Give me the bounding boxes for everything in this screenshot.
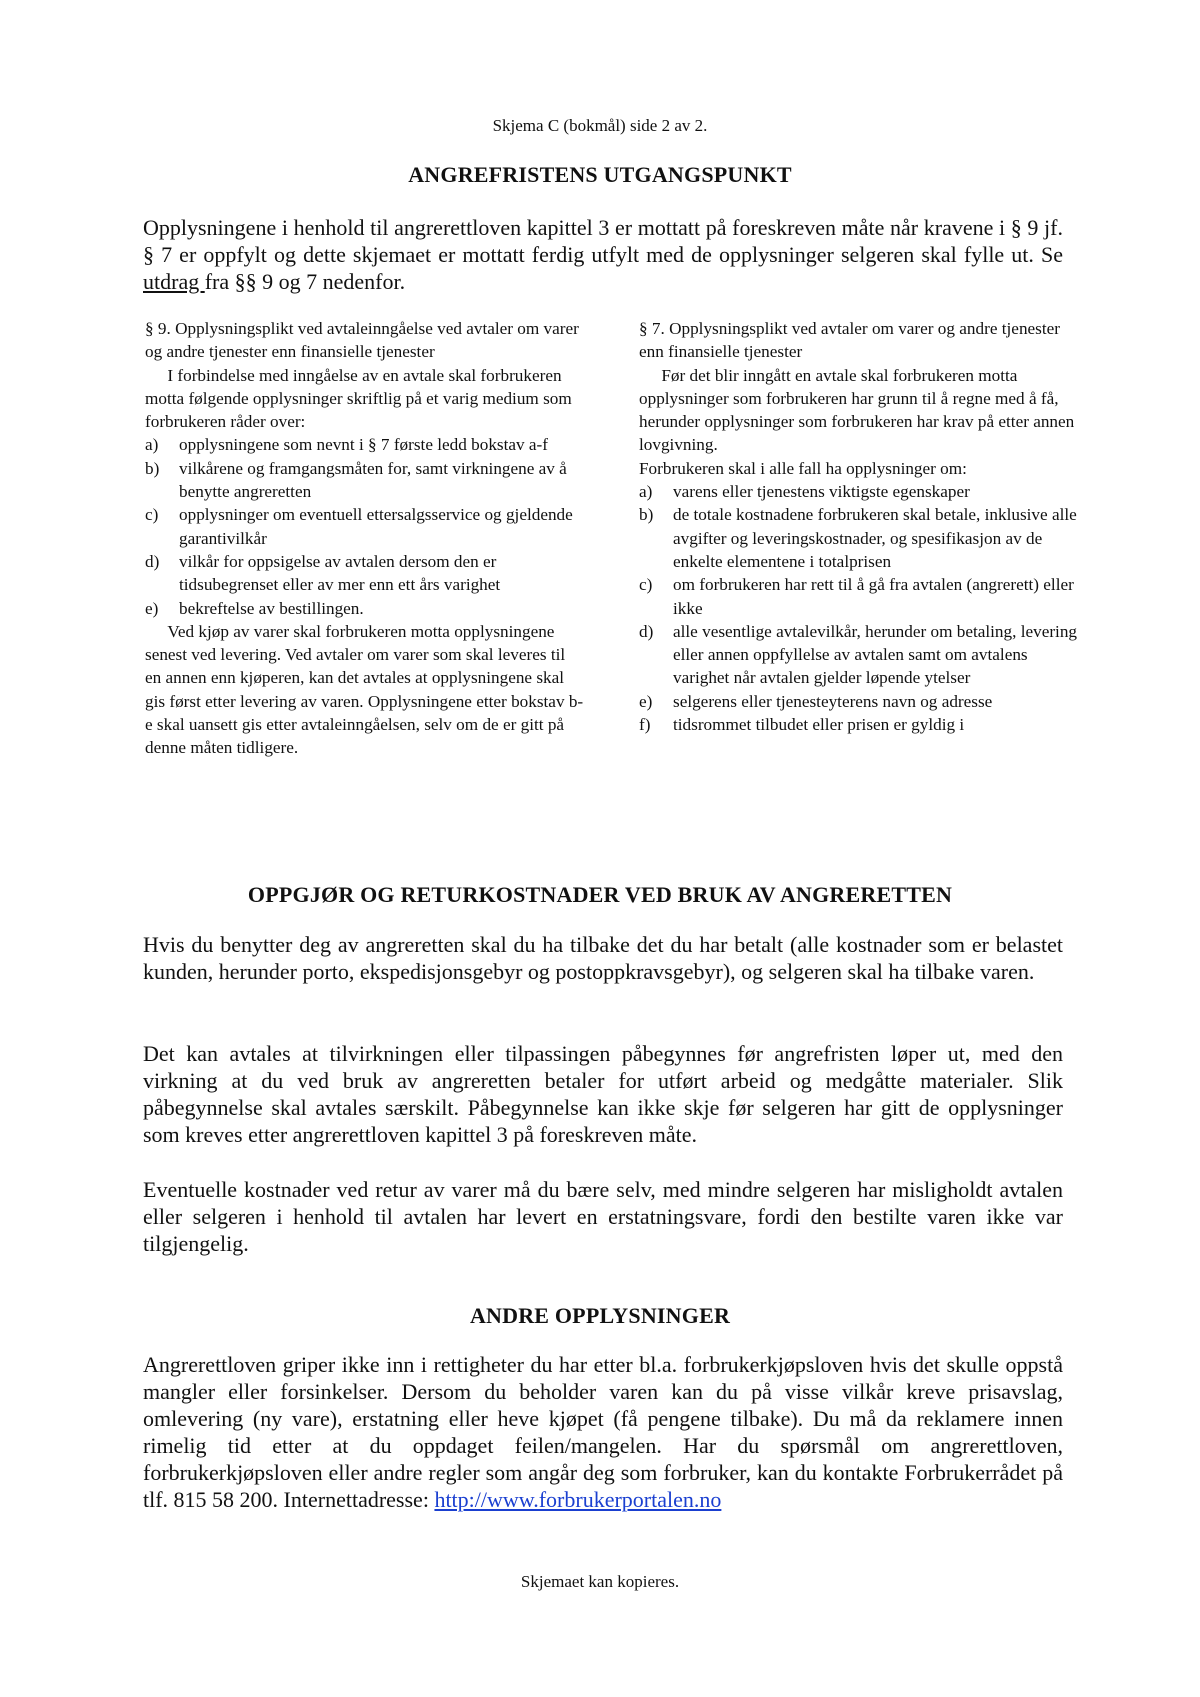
paragraph-7-intro: Før det blir inngått en avtale skal forbrukeren motta opplysninger som forbrukeren har grunn til å regne med å få, herunder opplysninger som forbrukeren har krav på etter annen lovgivning. xyxy=(639,365,1075,455)
section-heading-andre: ANDRE OPPLYSNINGER xyxy=(469,1303,731,1328)
list-item-text: selgerens eller tjenesteyterens navn og adresse xyxy=(673,691,993,711)
paragraph-9-title: § 9. Opplysningsplikt ved avtaleinngåelse ved avtaler om varer og andre tjenester enn finansielle tjenester xyxy=(145,319,579,362)
list-item-label: c) xyxy=(639,575,653,595)
list-item-text: opplysninger om eventuell ettersalgsservice og gjeldende garantivilkår xyxy=(179,505,573,548)
intro-paragraph xyxy=(143,214,1063,295)
paragraph-9-column xyxy=(145,317,585,760)
list-item-label: b) xyxy=(145,458,160,478)
section-heading-angrefrist: ANGREFRISTENS UTGANGSPUNKT xyxy=(408,162,792,187)
list-item-text: vilkårene og framgangsmåten for, samt virkningene av å benytte angreretten xyxy=(179,458,567,502)
list-item xyxy=(639,480,1079,503)
list-item xyxy=(639,573,1079,620)
list-item-label: a) xyxy=(145,435,159,455)
list-item-label: b) xyxy=(639,505,654,525)
list-item xyxy=(145,457,585,504)
list-item-label: c) xyxy=(145,505,159,525)
list-item xyxy=(145,597,585,620)
paragraph-9-intro: I forbindelse med inngåelse av en avtale skal forbrukeren motta følgende opplysninger skriftlig på et varig medium som forbrukeren råder over: xyxy=(145,365,572,432)
list-item xyxy=(145,550,585,597)
intro-text-end: fra §§ 9 og 7 nedenfor. xyxy=(204,269,406,294)
list-item xyxy=(639,620,1079,690)
list-item xyxy=(145,433,585,456)
oppgjor-paragraph-1: Hvis du benytter deg av angreretten skal du ha tilbake det du har betalt (alle kostnader som er belastet kunden, herunder porto, ekspedisjonsgebyr og postoppkravsgebyr), og selgeren skal ha tilbake varen. xyxy=(143,932,1063,984)
list-item xyxy=(639,503,1079,573)
page-footer: Skjemaet kan kopieres. xyxy=(520,1572,680,1591)
list-item-text: de totale kostnadene forbrukeren skal betale, inklusive alle avgifter og leveringskostnader, og spesifikasjon av de enkelte elementene i totalprisen xyxy=(673,505,1077,571)
list-item-text: vilkår for oppsigelse av avtalen dersom den er tidsubegrenset eller av mer enn ett års varighet xyxy=(179,551,501,595)
list-item xyxy=(639,713,1079,736)
list-item-label: d) xyxy=(639,621,654,641)
list-item-label: d) xyxy=(145,551,160,571)
page-header: Skjema C (bokmål) side 2 av 2. xyxy=(492,116,708,135)
list-item-text: bekreftelse av bestillingen. xyxy=(179,598,364,618)
intro-underlined-text: utdrag xyxy=(143,269,205,294)
paragraph-9-closing: Ved kjøp av varer skal forbrukeren motta opplysningene senest ved levering. Ved avtaler om varer som skal leveres til en annen enn kjøperen, kan det avtales at opplysningene skal gis først etter levering av varen. Opplysningene etter bokstav b-e skal uansett gis etter avtaleinngåelsen, selv om de er gitt på denne måten tidligere. xyxy=(145,621,584,758)
oppgjor-paragraph-3: Eventuelle kostnader ved retur av varer må du bære selv, med mindre selgeren har misligholdt avtalen eller selgeren i henhold til avtalen har levert en erstatningsvare, fordi den bestilte varen ikke var tilgjengelig. xyxy=(143,1177,1063,1256)
list-item-label: e) xyxy=(145,598,159,618)
list-item xyxy=(145,503,585,550)
intro-text: Opplysningene i henhold til angrerettloven kapittel 3 er mottatt på foreskreven måte når kravene i § 9 jf. § 7 er oppfylt og dette skjemaet er mottatt ferdig utfylt med de opplysninger selgeren skal fylle ut. Se xyxy=(143,215,1063,267)
list-item-label: e) xyxy=(639,691,653,711)
section-heading-oppgjor: OPPGJØR OG RETURKOSTNADER VED BRUK AV ANGRERETTEN xyxy=(247,882,953,907)
forbrukerportalen-link[interactable]: http://www.forbrukerportalen.no xyxy=(434,1487,722,1512)
list-item-text: opplysningene som nevnt i § 7 første ledd bokstav a-f xyxy=(179,435,548,455)
list-item-text: alle vesentlige avtalevilkår, herunder om betaling, levering eller annen oppfyllelse av avtalen samt om avtalens varighet når avtalen gjelder løpende ytelser xyxy=(673,621,1078,688)
oppgjor-paragraph-2: Det kan avtales at tilvirkningen eller tilpassingen påbegynnes før angrefristen løper ut, med den virkning at du ved bruk av angreretten betaler for utført arbeid og medgåtte materialer. Slik påbegynnelse skal avtales særskilt. Påbegynnelse kan ikke skje før selgeren har gitt de opplysninger som kreves etter angrerettloven kapittel 3 på foreskreven måte. xyxy=(143,1041,1063,1147)
list-item-label: a) xyxy=(639,482,653,502)
list-item-text: om forbrukeren har rett til å gå fra avtalen (angrerett) eller ikke xyxy=(673,575,1074,618)
list-item-text: tidsrommet tilbudet eller prisen er gyldig i xyxy=(673,715,965,735)
list-item-label: f) xyxy=(639,715,651,735)
andre-text: Angrerettloven griper ikke inn i rettigheter du har etter bl.a. forbrukerkjøpsloven hvis det skulle oppstå mangler eller forsinkelser. Dersom du beholder varen kan du på visse vilkår kreve prisavslag, omlevering (ny vare), erstatning eller heve kjøpet (få pengene tilbake). Du må da reklamere innen rimelig tid etter at du oppdaget feilen/mangelen. Har du spørsmål om angrerettloven, forbrukerkjøpsloven eller andre regler som angår deg som forbruker, kan du kontakte Forbrukerrådet på tlf. 815 58 200. Internettadresse: xyxy=(143,1352,1063,1512)
paragraph-7-title: § 7. Opplysningsplikt ved avtaler om varer og andre tjenester enn finansielle tjenester xyxy=(639,319,1060,362)
paragraph-7-column xyxy=(639,317,1079,736)
paragraph-7-lead: Forbrukeren skal i alle fall ha opplysninger om: xyxy=(639,458,967,478)
andre-paragraph xyxy=(143,1351,1063,1513)
list-item xyxy=(639,690,1079,713)
list-item-text: varens eller tjenestens viktigste egenskaper xyxy=(673,482,970,502)
